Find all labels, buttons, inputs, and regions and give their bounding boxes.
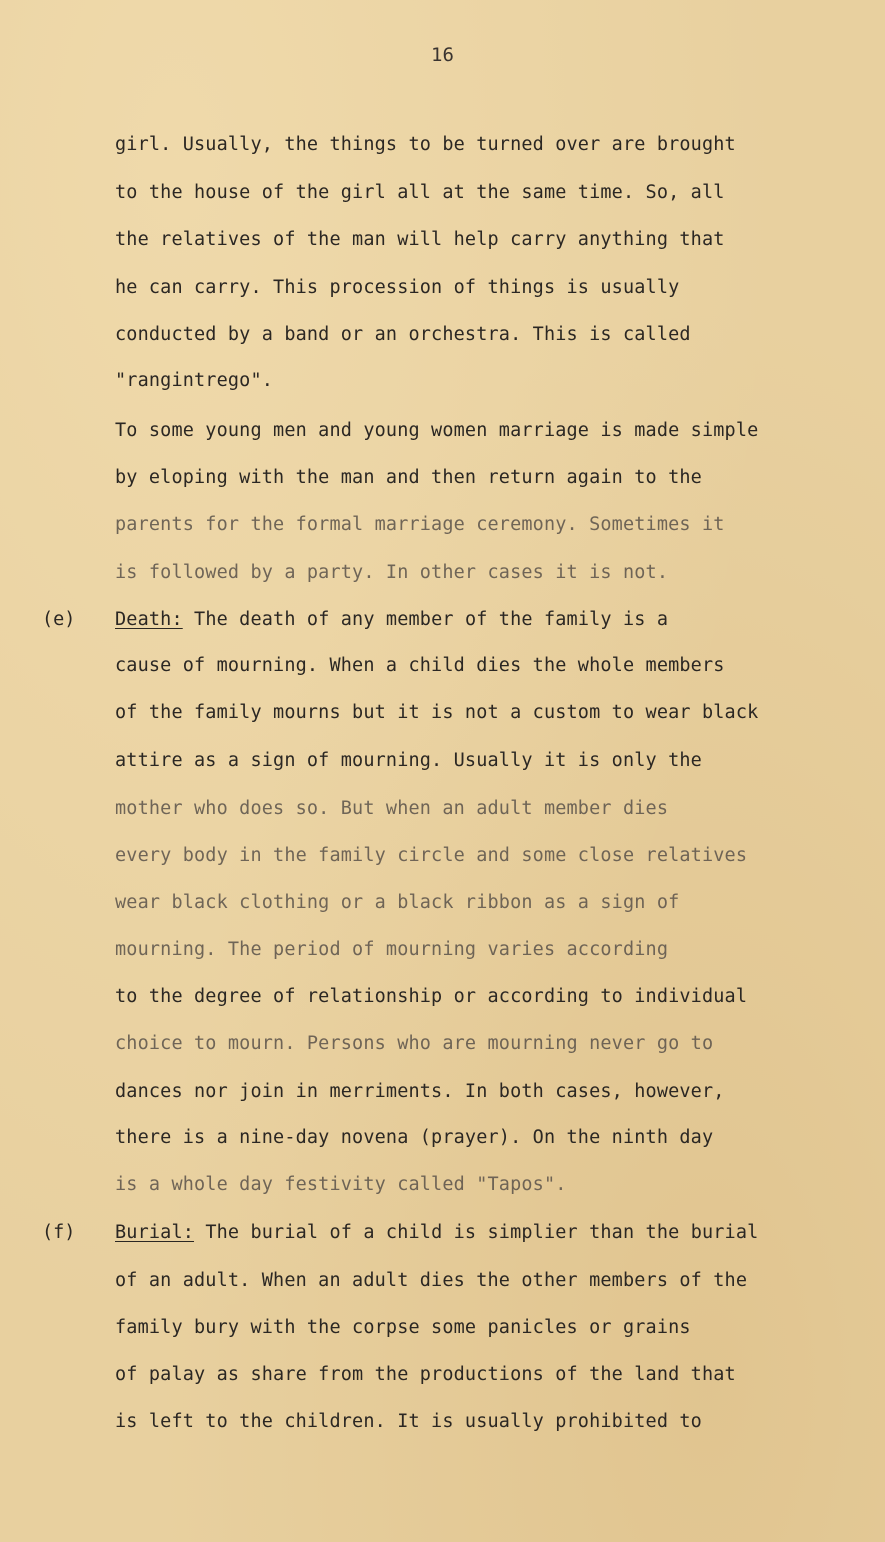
text-line: dances nor join in merriments. In both cases, however, xyxy=(115,1081,725,1102)
text-line: there is a nine-day novena (prayer). On the ninth day xyxy=(115,1127,714,1148)
text-line: the relatives of the man will help carry anything that xyxy=(115,229,725,250)
death-heading: Death: xyxy=(115,609,183,630)
text-line: of the family mourns but it is not a custom to wear black xyxy=(115,702,759,723)
text-line: wear black clothing or a black ribbon as a sign of xyxy=(115,892,680,913)
text-line: is left to the children. It is usually prohibited to xyxy=(115,1411,702,1432)
text-line: The burial of a child is simplier than the burial xyxy=(205,1222,759,1243)
text-line: of palay as share from the productions of the land that xyxy=(115,1364,736,1385)
burial-first-line xyxy=(115,1220,855,1246)
text-line: to the house of the girl all at the same time. So, all xyxy=(115,182,725,203)
text-line: family bury with the corpse some panicles or grains xyxy=(115,1317,691,1338)
text-line: mother who does so. But when an adult member dies xyxy=(115,798,669,819)
page-number: 16 xyxy=(431,44,454,66)
text-line: choice to mourn. Persons who are mourning never go to xyxy=(115,1033,714,1054)
text-line: is a whole day festivity called "Tapos". xyxy=(115,1174,567,1195)
text-line: To some young men and young women marriage is made simple xyxy=(115,420,759,441)
text-line: cause of mourning. When a child dies the whole members xyxy=(115,655,725,676)
death-first-line xyxy=(115,607,855,633)
text-line: he can carry. This procession of things is usually xyxy=(115,277,680,298)
text-line: every body in the family circle and some close relatives xyxy=(115,845,748,866)
text-line: mourning. The period of mourning varies according xyxy=(115,939,669,960)
text-line: of an adult. When an adult dies the other members of the xyxy=(115,1270,748,1291)
section-marker-burial: (f) xyxy=(42,1222,76,1243)
section-marker-death: (e) xyxy=(42,609,76,630)
text-line: attire as a sign of mourning. Usually it is only the xyxy=(115,750,702,771)
text-line: is followed by a party. In other cases it is not. xyxy=(115,562,669,583)
text-line: conducted by a band or an orchestra. This is called xyxy=(115,324,691,345)
text-line: "rangintrego". xyxy=(115,370,274,391)
text-line: to the degree of relationship or according to individual xyxy=(115,986,748,1007)
text-line: The death of any member of the family is a xyxy=(194,609,669,630)
text-line: by eloping with the man and then return again to the xyxy=(115,467,702,488)
text-line: parents for the formal marriage ceremony. Sometimes it xyxy=(115,514,725,535)
text-line: girl. Usually, the things to be turned over are brought xyxy=(115,134,736,155)
burial-heading: Burial: xyxy=(115,1222,195,1243)
